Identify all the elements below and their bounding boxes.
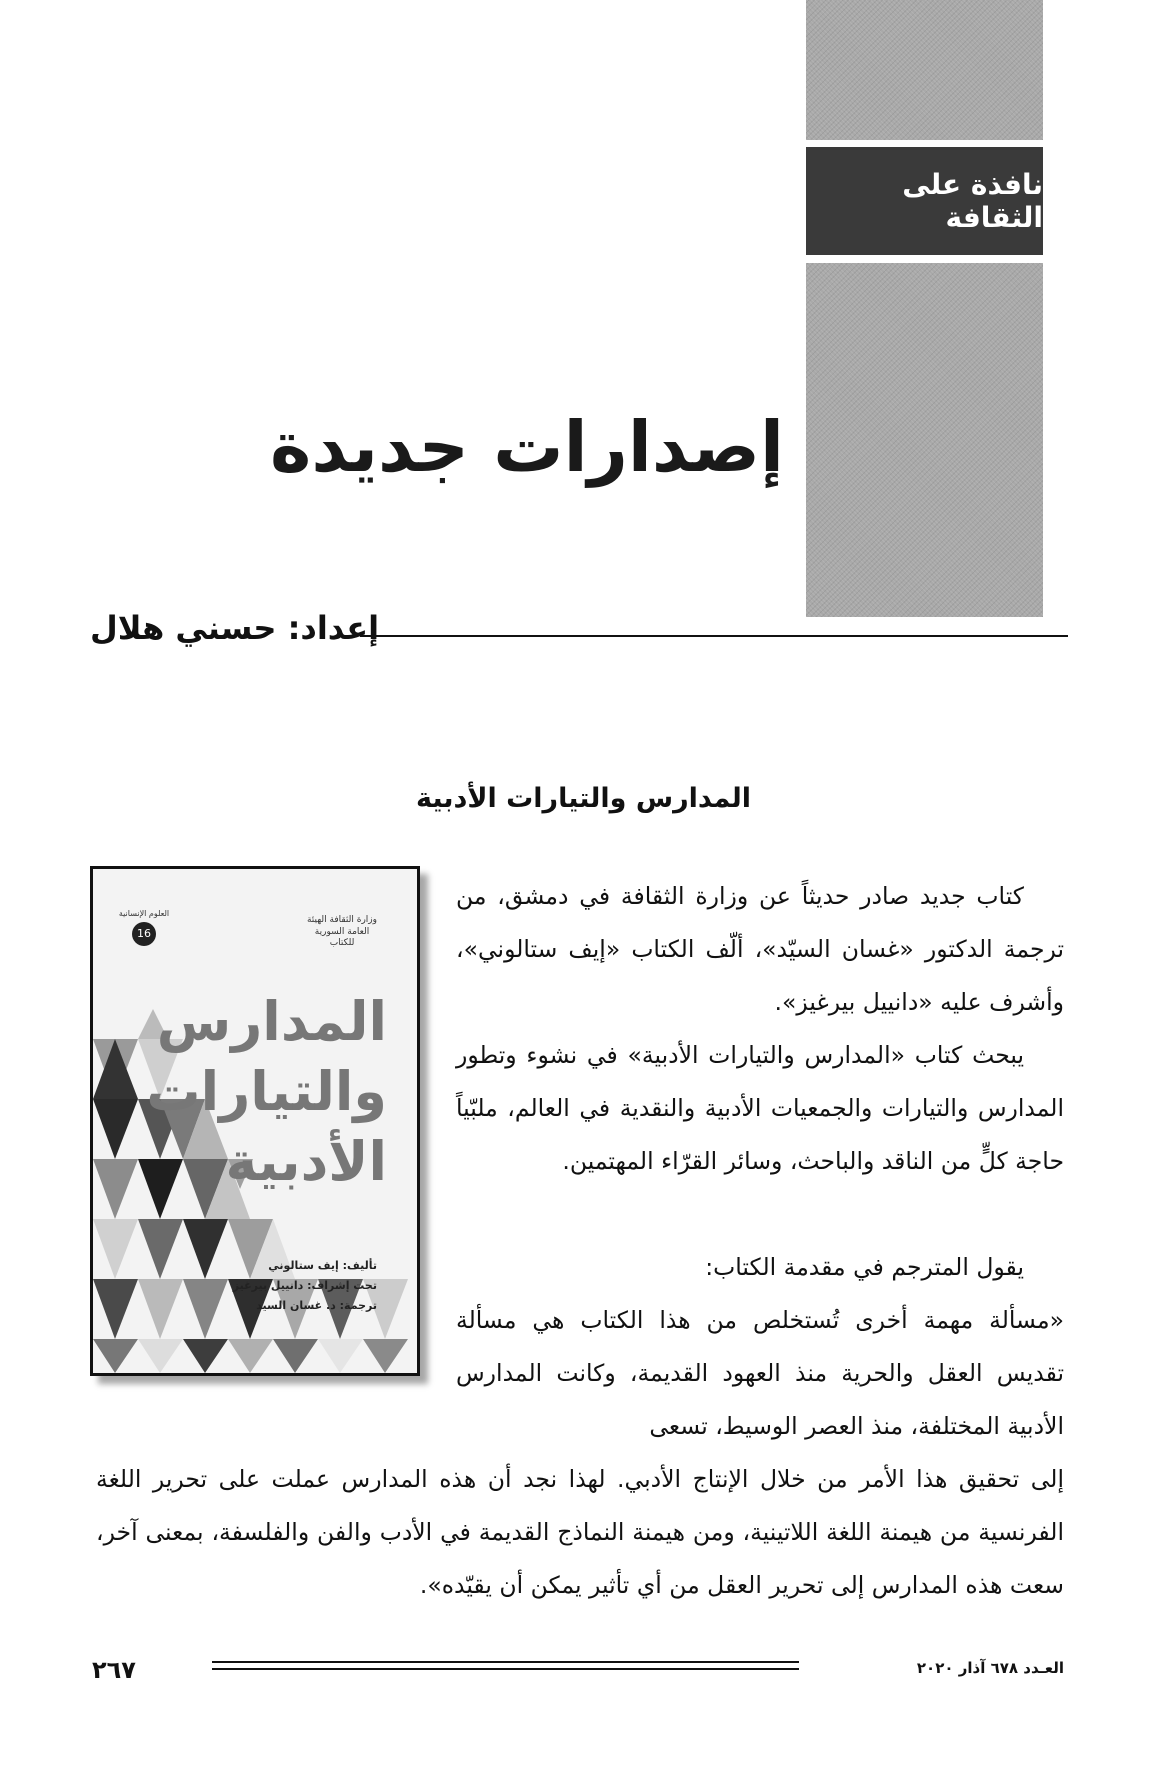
article-paragraph: يقول المترجم في مقدمة الكتاب:	[705, 1253, 1024, 1281]
article-paragraph-quote-continued: إلى تحقيق هذا الأمر من خلال الإنتاج الأدبي. لهذا نجد أن هذه المدارس عملت على تحرير اللغة الفرنسية من هيمنة اللغة اللاتينية، ومن هيمنة النماذج القديمة في الأدب والفن والفلسفة، بمعنى آخر، سعت هذه المدارس إلى تحرير العقل من أي تأثير يمكن أن يقيّده».	[96, 1465, 1064, 1599]
section-tag-label: نافذة على الثقافة	[902, 168, 1043, 234]
decorative-gray-block-bottom	[806, 263, 1043, 617]
article-paragraph: يبحث كتاب «المدارس والتيارات الأدبية» في نشوء وتطور المدارس والتيارات والجمعيات الأدبية والنقدية في العالم، ملبّياً حاجة كلٍّ من الناقد والباحث، وسائر القرّاء المهتمين.	[456, 1041, 1064, 1175]
decorative-gray-block-top	[806, 0, 1043, 140]
page-title: إصدارات جديدة	[270, 406, 784, 488]
byline-divider	[360, 635, 1068, 637]
cover-credit-author: تأليف: إيف ستالوني	[268, 1259, 377, 1272]
article-heading: المدارس والتيارات الأدبية	[416, 783, 751, 814]
cover-series-label: العلوم الإنسانية	[118, 909, 170, 918]
cover-title-line: الأدبية	[225, 1130, 387, 1193]
book-cover-image	[90, 866, 420, 1376]
cover-publisher: وزارة الثقافة الهيئة العامة السورية للكتاب	[306, 915, 377, 949]
cover-credit-translator: ترجمة: د. غسان السيد	[256, 1299, 377, 1312]
cover-credit-supervisor: تحت إشراف: دانييل بيرغيز	[232, 1279, 377, 1292]
cover-title-line: والتيارات	[146, 1060, 387, 1123]
article-paragraph: كتاب جديد صادر حديثاً عن وزارة الثقافة في دمشق، من ترجمة الدكتور «غسان السيّد»، ألّف الكتاب «إيف ستالوني»، وأشرف عليه «دانييل بيرغيز».	[456, 882, 1064, 1016]
article-paragraph-quote: «مسألة مهمة أخرى تُستخلص من هذا الكتاب هي مسألة تقديس العقل والحرية منذ العهود القديمة، وكانت المدارس الأدبية المختلفة، منذ العصر الوسيط، تسعى	[456, 1306, 1064, 1440]
issue-info: العـدد ٦٧٨ آذار ٢٠٢٠	[916, 1659, 1064, 1677]
page-number: ٢٦٧	[92, 1656, 136, 1684]
cover-title-line: المدارس	[156, 990, 387, 1053]
cover-series	[105, 909, 183, 949]
footer-divider	[212, 1661, 799, 1670]
byline: إعداد: حسني هلال	[90, 609, 380, 647]
cover-series-badge: 16	[132, 922, 156, 946]
section-tag	[806, 147, 1043, 255]
